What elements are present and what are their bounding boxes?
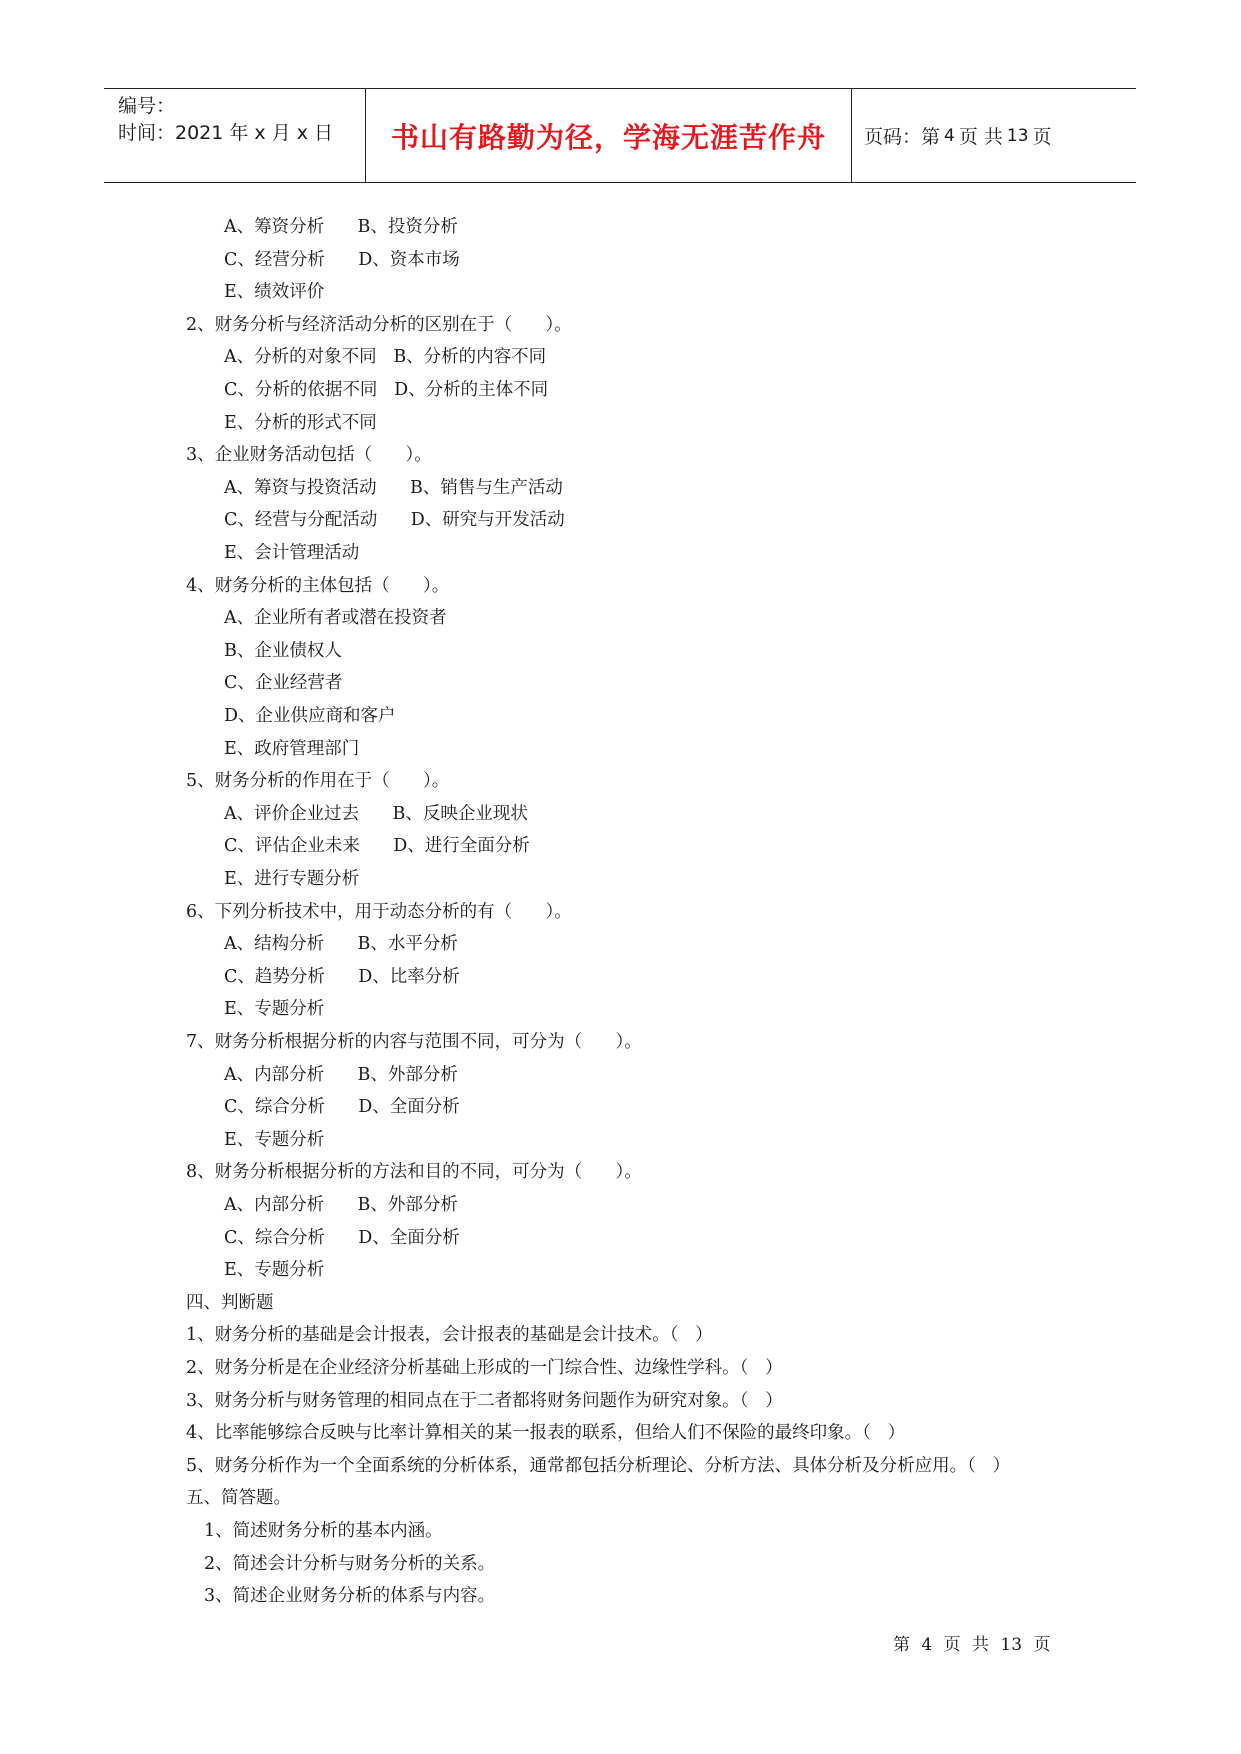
question-line: 2、财务分析与经济活动分析的区别在于（ ）。 (186, 314, 572, 335)
page-current: 4 (944, 125, 955, 146)
option-line: C、经营分析 D、资本市场 (224, 249, 460, 270)
number-label: 编号： (118, 95, 176, 117)
option-line: A、分析的对象不同 B、分析的内容不同 (224, 347, 547, 368)
question-line: 3、企业财务活动包括（ ）。 (186, 445, 432, 466)
question-line: 5、财务分析作为一个全面系统的分析体系，通常都包括分析理论、分析方法、具体分析及分析应用。（ ） (186, 1455, 1011, 1476)
page-footer: 第 4 页 共 13 页 (893, 1635, 1051, 1655)
option-line: E、会计管理活动 (224, 543, 360, 563)
question-line: 3、财务分析与财务管理的相同点在于二者都将财务问题作为研究对象。（ ） (186, 1390, 783, 1411)
option-line: A、内部分析 B、外部分析 (224, 1064, 458, 1085)
page-prefix: 页码：第 (864, 126, 941, 148)
option-line: A、内部分析 B、外部分析 (224, 1195, 458, 1215)
option-line: A、企业所有者或潜在投资者 (224, 608, 447, 629)
question-line: 1、财务分析的基础是会计报表，会计报表的基础是会计技术。（ ） (186, 1325, 713, 1346)
option-line: E、专题分析 (224, 999, 325, 1020)
option-line: C、企业经营者 (224, 673, 343, 694)
question-line: 8、财务分析根据分析的方法和目的不同，可分为（ ）。 (186, 1162, 642, 1183)
option-line: E、绩效评价 (224, 282, 325, 303)
question-line: 四、判断题 (186, 1292, 274, 1313)
option-line: E、进行专题分析 (224, 869, 360, 889)
question-line: 3、简述企业财务分析的体系与内容。 (204, 1586, 496, 1607)
option-line: C、经营与分配活动 D、研究与开发活动 (224, 510, 565, 531)
option-line: A、筹资分析 B、投资分析 (224, 217, 458, 237)
header-meta (104, 89, 366, 182)
question-line: 4、比率能够综合反映与比率计算相关的某一报表的联系，但给人们不保险的最终印象。（ ） (186, 1423, 906, 1444)
question-line: 4、财务分析的主体包括（ ）。 (186, 575, 450, 596)
option-line: B、企业债权人 (224, 640, 342, 661)
motto-text: 书山有路勤为径，学海无涯苦作舟 (390, 120, 826, 154)
option-line: D、企业供应商和客户 (224, 706, 396, 726)
option-line: E、专题分析 (224, 1260, 325, 1281)
page-mid: 页 共 (958, 126, 1003, 148)
page-total: 13 (1006, 125, 1029, 146)
option-line: C、综合分析 D、全面分析 (224, 1227, 460, 1248)
question-line: 1、简述财务分析的基本内涵。 (204, 1521, 443, 1541)
header-motto (366, 89, 852, 182)
option-line: C、综合分析 D、全面分析 (224, 1097, 460, 1118)
page-header (104, 88, 1136, 183)
question-line: 2、简述会计分析与财务分析的关系。 (204, 1553, 496, 1574)
header-page-info (852, 89, 1136, 182)
option-line: C、分析的依据不同 D、分析的主体不同 (224, 380, 549, 400)
question-line: 7、财务分析根据分析的内容与范围不同，可分为（ ）。 (186, 1032, 642, 1052)
option-line: A、筹资与投资活动 B、销售与生产活动 (224, 477, 563, 498)
option-line: A、结构分析 B、水平分析 (224, 934, 458, 955)
question-line: 五、简答题。 (186, 1488, 291, 1509)
question-line: 6、下列分析技术中，用于动态分析的有（ ）。 (186, 901, 572, 922)
option-line: C、评估企业未来 D、进行全面分析 (224, 836, 530, 857)
time-label: 时间：2021 年 x 月 x 日 (118, 122, 334, 144)
page-suffix: 页 (1032, 126, 1052, 148)
question-line: 5、财务分析的作用在于（ ）。 (186, 771, 450, 792)
option-line: E、专题分析 (224, 1129, 325, 1150)
option-line: E、分析的形式不同 (224, 412, 377, 433)
option-line: A、评价企业过去 B、反映企业现状 (224, 803, 528, 824)
question-line: 2、财务分析是在企业经济分析基础上形成的一门综合性、边缘性学科。（ ） (186, 1358, 783, 1378)
option-line: E、政府管理部门 (224, 738, 360, 759)
option-line: C、趋势分析 D、比率分析 (224, 966, 460, 987)
